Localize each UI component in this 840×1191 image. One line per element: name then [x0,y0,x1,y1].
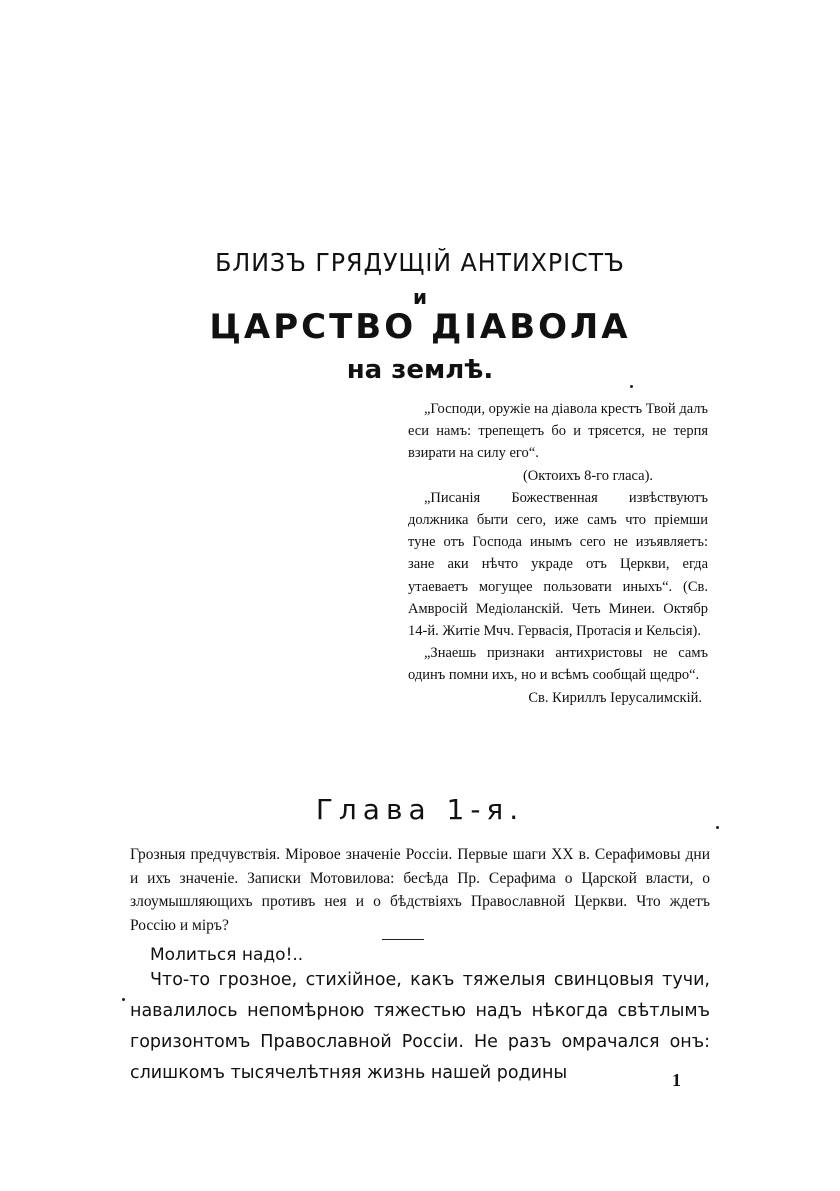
epigraph-3-text: „Знаешь признаки антихристовы не самъ одинъ помни ихъ, но и всѣмъ сообщай щедро“. [408,645,708,684]
chapter-summary-text: Грозныя предчувствія. Міровое значеніе Россіи. Первые шаги XX в. Серафимовы дни и ихъ значеніе. Записки Мотовилова: бесѣда Пр. Серафима о Царской власти, о злоумышляющихъ противъ нея и о бѣдствіяхъ Православной Церкви. Что ждетъ Россію и міръ? [130,846,710,934]
scan-speck [630,385,633,388]
page-number: 1 [672,1070,681,1090]
title-line-3: на землѣ. [346,355,494,385]
main-paragraph: Что-то грозное, стихійное, какъ тяжелыя свинцовыя тучи, навалилось непомѣрною тяжестью надъ нѣкогда свѣтлымъ горизонтомъ Православной Россіи. Не разъ омрачался онъ: слишкомъ тысячелѣтняя жизнь нашей родины [130,970,710,1083]
chapter-summary [130,843,710,937]
epigraph-1-source: (Октоихъ 8-го гласа). [522,467,654,484]
title-line-2: ЦАРСТВО ДІАВОЛА [209,307,631,347]
title-line-1: БЛИЗЪ ГРЯДУЩІЙ АНТИХРІСТЪ [215,248,625,277]
epigraph-3-source: Св. Кириллъ Іерусалимскій. [528,689,702,706]
epigraph-1-text: „Господи, оружіе на діавола крестъ Твой далъ еси намъ: трепещетъ бо и трясется, не терпя взирати на силу его“. [408,401,708,462]
epigraphs-block [408,398,708,709]
scan-speck [122,998,125,1001]
chapter-heading: Глава 1-я. [315,793,525,826]
epigraph-2-text: „Писанія Божественная извѣствуютъ должника быти сего, иже самъ что пріемши туне отъ Господа инымъ сего не изъявляетъ: зане аки нѣчто украде отъ Церкви, егда утаеваетъ могущее пользовати иныхъ“. (Св. Амвросій Медіоланскій. Четь Минеи. Октябр 14-й. Житіе Мчч. Гервасія, Протасія и Кельсія). [408,489,708,640]
title-conjunction: и [412,285,427,309]
opening-line: Молиться надо!.. [150,945,304,965]
main-text [130,965,710,1089]
scan-speck [716,826,719,829]
